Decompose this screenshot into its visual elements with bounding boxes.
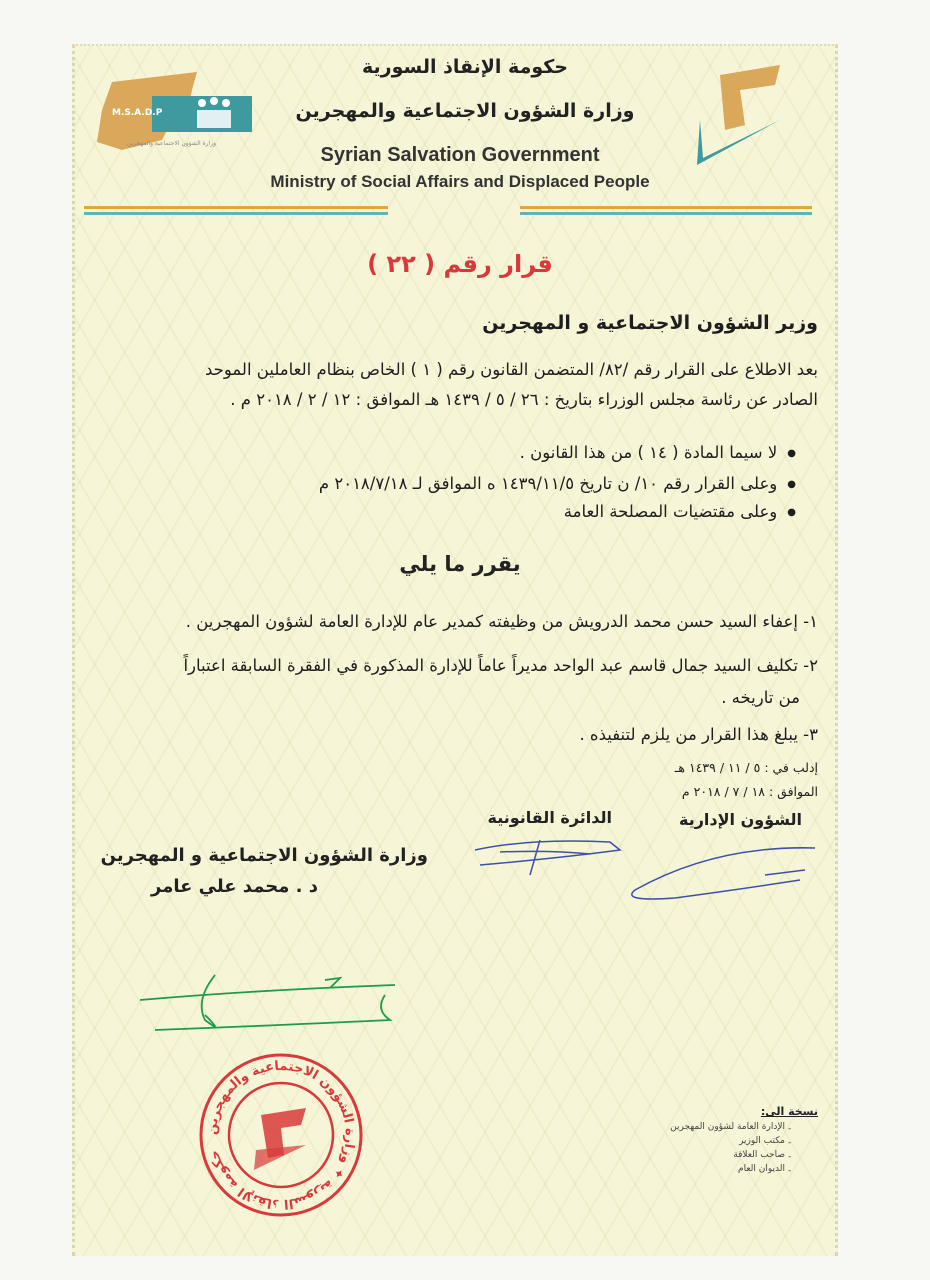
signature-legal bbox=[470, 830, 630, 880]
document-paper bbox=[72, 44, 838, 1256]
government-name-en: Syrian Salvation Government bbox=[320, 144, 600, 166]
preamble-line-1: بعد الاطلاع على القرار رقم /٨٢/ المتضمن القانون رقم ( ١ ) الخاص بنظام العاملين الموحد bbox=[205, 360, 818, 379]
decides-heading: يقرر ما يلي bbox=[399, 552, 521, 576]
svg-text:حكومة الإنقاذ السورية ✦ وزارة: حكومة الإنقاذ السورية ✦ وزارة الشؤون الاجتماعية والمهجرين bbox=[204, 1058, 358, 1212]
bullet-item: ● وعلى مقتضيات المصلحة العامة bbox=[564, 502, 796, 521]
government-name-ar: حكومة الإنقاذ السورية bbox=[361, 56, 568, 78]
bullet-item: ● لا سيما المادة ( ١٤ ) من هذا القانون . bbox=[520, 443, 796, 462]
copy-recipient-label: الإدارة العامة لشؤون المهجرين bbox=[670, 1122, 785, 1132]
copy-dashes: - - - - bbox=[788, 1124, 792, 1176]
logo-acronym: M.S.A.D.P bbox=[112, 108, 163, 118]
official-stamp bbox=[196, 1050, 366, 1220]
decision-title: قرار رقم ( ٢٢ ) bbox=[367, 250, 553, 278]
copies-title: نسخة الى: bbox=[760, 1105, 818, 1118]
ministry-name-ar: وزارة الشؤون الاجتماعية والمهجرين bbox=[295, 100, 635, 122]
copy-recipient bbox=[738, 1164, 785, 1174]
header-divider-right bbox=[520, 206, 812, 215]
article-3: ٣- يبلغ هذا القرار من يلزم لتنفيذه . bbox=[579, 725, 818, 744]
copy-recipient-label: صاحب العلاقة bbox=[733, 1150, 785, 1160]
minister-title: وزارة الشؤون الاجتماعية و المهجرين bbox=[100, 845, 428, 866]
minister-name: د . محمد علي عامر bbox=[151, 876, 318, 897]
admin-affairs-label: الشؤون الإدارية bbox=[679, 810, 802, 829]
date-gregorian: الموافق : ١٨ / ٧ / ٢٠١٨ م bbox=[681, 784, 818, 799]
copy-recipient bbox=[670, 1122, 785, 1132]
signature-minister bbox=[135, 960, 415, 1040]
preamble-line-2: الصادر عن رئاسة مجلس الوزراء بتاريخ : ٢٦ / ٥ / ١٤٣٩ هـ الموافق : ١٢ / ٢ / ٢٠١٨ م . bbox=[230, 390, 818, 409]
legal-dept-label: الدائرة القانونية bbox=[487, 808, 612, 827]
article-2-cont: من تاريخه . bbox=[721, 688, 800, 707]
copy-recipient-label: الديوان العام bbox=[738, 1164, 785, 1174]
article-2: ٢- تكليف السيد جمال قاسم عبد الواحد مديراً عاماً للإدارة المذكورة في الفقرة السابقة اعتباراً bbox=[183, 656, 818, 675]
ministry-name-en: Ministry of Social Affairs and Displaced People bbox=[270, 172, 650, 191]
logo-caption: وزارة الشؤون الاجتماعية والمهجرين bbox=[127, 140, 217, 147]
copy-recipient-label: مكتب الوزير bbox=[739, 1136, 785, 1146]
copy-recipient bbox=[739, 1136, 785, 1146]
header-divider-left bbox=[84, 206, 388, 215]
article-1: ١- إعفاء السيد حسن محمد الدرويش من وظيفته كمدير عام للإدارة العامة لشؤون المهجرين . bbox=[185, 612, 818, 631]
issuer-title: وزير الشؤون الاجتماعية و المهجرين bbox=[482, 312, 818, 334]
signature-admin bbox=[615, 840, 825, 910]
bullet-item: ● وعلى القرار رقم ١٠/ ن تاريخ ١٤٣٩/١١/٥ ه الموافق لـ ٢٠١٨/٧/١٨ م bbox=[319, 474, 796, 493]
date-hijri: إدلب في : ٥ / ١١ / ١٤٣٩ هـ bbox=[674, 760, 818, 775]
copy-recipient bbox=[733, 1150, 785, 1160]
